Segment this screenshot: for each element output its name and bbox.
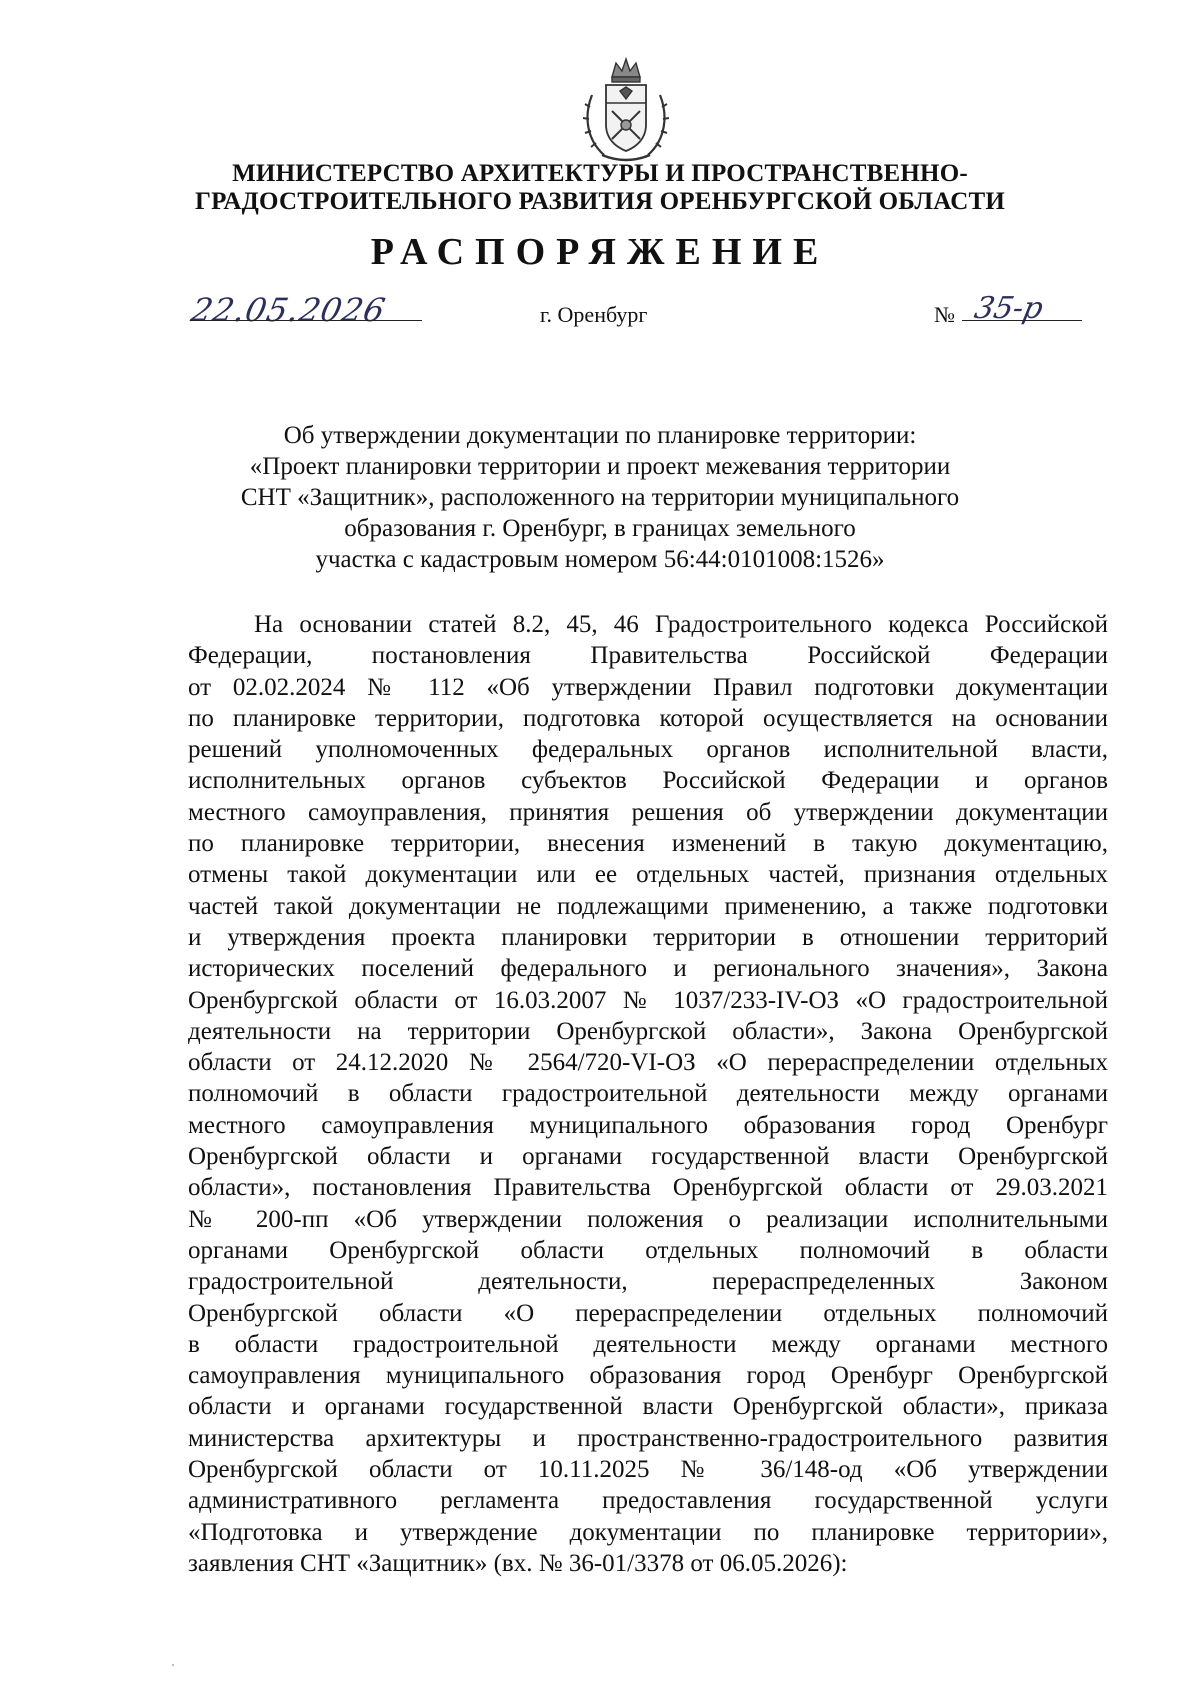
body-line: полномочий в области градостроительной деятельности между органами bbox=[188, 1080, 1108, 1108]
body-line: частей такой документации не подлежащими применению, а также подготовки bbox=[188, 892, 1108, 920]
body-line: области от 24.12.2020 № 2564/720-VI-ОЗ «О перераспределении отдельных bbox=[188, 1049, 1108, 1077]
body-line: по планировке территории, внесения изменений в такую документацию, bbox=[188, 830, 1108, 858]
body-line: градостроительной деятельности, перераспределенных Законом bbox=[188, 1268, 1108, 1296]
title-line: СНТ «Защитник», расположенного на территории муниципального bbox=[240, 484, 960, 511]
body-line: местного самоуправления муниципального образования город Оренбург bbox=[188, 1111, 1108, 1139]
document-number: 35-р bbox=[971, 291, 1047, 326]
body-line: административного регламента предоставления государственной услуги bbox=[188, 1487, 1108, 1515]
document-type-heading: РАСПОРЯЖЕНИЕ bbox=[370, 231, 830, 273]
body-line: и утверждения проекта планировки территории в отношении территорий bbox=[188, 923, 1108, 951]
date-underline bbox=[190, 320, 422, 321]
body-line: заявления СНТ «Защитник» (вх. № 36-01/3378 от 06.05.2026): bbox=[188, 1549, 848, 1577]
body-line: по планировке территории, подготовка которой осуществляется на основании bbox=[188, 704, 1108, 732]
body-line: исторических поселений федерального и регионального значения», Закона bbox=[188, 955, 1108, 983]
body-line: исполнительных органов субъектов Российской Федерации и органов bbox=[188, 767, 1108, 795]
document-body bbox=[188, 609, 1108, 1579]
body-line: органами Оренбургской области отдельных полномочий в области bbox=[188, 1236, 1108, 1264]
title-line: образования г. Оренбург, в границах земельного bbox=[344, 515, 856, 542]
body-line: самоуправления муниципального образования город Оренбург Оренбургской bbox=[188, 1362, 1108, 1390]
body-line: «Подготовка и утверждение документации по планировке территории», bbox=[188, 1518, 1108, 1546]
title-line: Об утверждении документации по планировке территории: bbox=[283, 422, 917, 449]
body-line: от 02.02.2024 № 112 «Об утверждении Правил подготовки документации bbox=[188, 673, 1108, 701]
body-line: Оренбургской области от 16.03.2007 № 1037/233-IV-ОЗ «О градостроительной bbox=[188, 986, 1108, 1014]
body-line: министерства архитектуры и пространственно-градостроительного развития bbox=[188, 1424, 1108, 1452]
scan-speck bbox=[172, 1664, 174, 1666]
body-line: области и органами государственной власти Оренбургской области», приказа bbox=[188, 1393, 1108, 1421]
body-line: области», постановления Правительства Оренбургской области от 29.03.2021 bbox=[188, 1174, 1108, 1202]
body-line: № 200-пп «Об утверждении положения о реализации исполнительными bbox=[188, 1205, 1108, 1233]
title-line: участка с кадастровым номером 56:44:0101008:1526» bbox=[315, 546, 885, 573]
body-line: в области градостроительной деятельности между органами местного bbox=[188, 1330, 1108, 1358]
number-underline bbox=[962, 320, 1082, 321]
body-line: Оренбургской области «О перераспределении отдельных полномочий bbox=[188, 1299, 1108, 1327]
document-city: г. Оренбург bbox=[540, 302, 648, 327]
ministry-name-line-2: ГРАДОСТРОИТЕЛЬНОГО РАЗВИТИЯ ОРЕНБУРГСКОЙ ОБЛАСТИ bbox=[195, 188, 1005, 215]
body-line: Оренбургской области от 10.11.2025 № 36/148-од «Об утверждении bbox=[188, 1456, 1108, 1484]
body-line: отмены такой документации или ее отдельных частей, признания отдельных bbox=[188, 861, 1108, 889]
body-line: Оренбургской области и органами государственной власти Оренбургской bbox=[188, 1143, 1108, 1171]
body-line: местного самоуправления, принятия решения об утверждении документации bbox=[188, 798, 1108, 826]
body-line: На основании статей 8.2, 45, 46 Градостроительного кодекса Российской bbox=[254, 611, 1108, 638]
body-line: деятельности на территории Оренбургской области», Закона Оренбургской bbox=[188, 1017, 1108, 1045]
title-line: «Проект планировки территории и проект межевания территории bbox=[249, 453, 951, 480]
document-title bbox=[0, 420, 1200, 575]
number-label: № bbox=[934, 302, 955, 327]
oreburg-coat-of-arms-icon bbox=[578, 55, 674, 165]
body-line: решений уполномоченных федеральных органов исполнительной власти, bbox=[188, 736, 1108, 764]
ministry-name-line-1: МИНИСТЕРСТВО АРХИТЕКТУРЫ И ПРОСТРАНСТВЕННО- bbox=[232, 160, 968, 187]
body-line: Федерации, постановления Правительства Российской Федерации bbox=[188, 642, 1108, 670]
document-date: 22.05.2026 bbox=[187, 291, 390, 329]
